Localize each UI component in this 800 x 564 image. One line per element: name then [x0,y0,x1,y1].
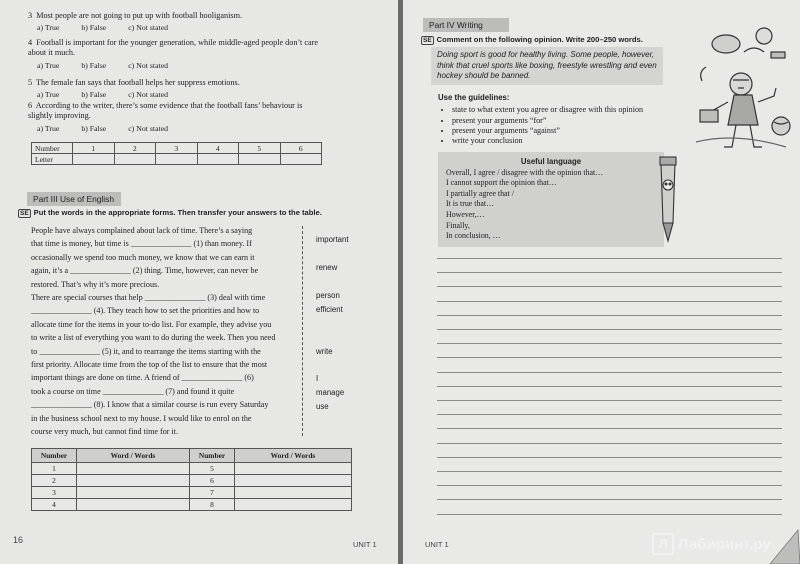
text-line: There are special courses that help _______________ (3) deal with time [31,293,266,303]
words-table-cell: 4 [32,499,77,511]
useful-phrase: I partially agree that / [446,188,514,198]
answer-table-cell [73,154,115,165]
words-table-cell: 3 [32,487,77,499]
answer-table-cell: 5 [239,143,281,154]
writing-line [437,272,782,273]
guideline-item: • present your arguments “against” [452,126,698,136]
word-renew: renew [316,263,338,272]
guidelines-title: Use the guidelines: [438,93,510,102]
question-4-options: a) True b) False c) Not stated [37,61,169,70]
question-5-options: a) True b) False c) Not stated [37,90,169,99]
question-4: 4 Football is important for the younger generation, while middle-aged people don’t care about it much. [28,38,318,57]
word-person: person [316,291,340,300]
words-table-header: Number [32,449,77,463]
left-page [0,0,398,564]
text-line: again, it’s a _______________ (2) thing. Time, however, can never be [31,266,259,276]
text-line: to _______________ (5) it, and to rearrange the items starting with the [31,346,261,356]
words-table-cell: 6 [190,475,235,487]
words-table-cell: 5 [190,463,235,475]
guidelines [438,93,698,146]
words-table-cell: 1 [32,463,77,475]
page-corner-decoration [768,520,800,564]
part-3-instruction: SE Put the words in the appropriate forms. Then transfer your answers to the table. [20,208,322,217]
useful-language-box [438,152,664,247]
gap-fill-text [31,224,309,439]
se-badge: SE [423,36,432,44]
answer-table-cell [114,154,156,165]
word-manage: manage [316,388,345,397]
part-4-header: Part IV Writing [423,18,509,32]
words-table-cell [77,463,190,475]
answer-table-cell [280,154,322,165]
writing-line [437,499,782,500]
sports-cartoon-illustration [686,22,796,162]
opinion-box: Doing sport is good for healthy living. Some people, however, think that cruel sports like boxing, freestyle wrestling and even hockey should be banned. [431,47,663,85]
word-use: use [316,402,329,411]
watermark-icon: Л [652,533,674,555]
text-line: _______________ (4). They teach how to set the priorities and how to [31,306,260,316]
useful-phrase: I cannot support the opinion that… [446,178,557,188]
text-line: to write a list of everything you want to do during the week. Then you need [31,333,276,343]
answer-table-cell: 1 [73,143,115,154]
right-page [403,0,800,564]
text-line: restored. That’s why it’s more precious. [31,279,160,289]
part-4-instruction: SE Comment on the following opinion. Write 200–250 words. [423,35,643,44]
writing-line [437,315,782,316]
answer-table [31,142,322,165]
words-table-cell: 2 [32,475,77,487]
writing-line [437,414,782,415]
watermark-text: Лабиринт.ру [678,535,771,553]
text-line: allocate time for the items in your to-do list. For example, they advise you [31,319,272,329]
writing-line [437,372,782,373]
word-write: write [316,347,333,356]
answer-table-letter-header: Letter [32,154,73,165]
writing-line [437,258,782,259]
unit-label-right: UNIT 1 [425,540,449,549]
answer-table-cell: 6 [280,143,322,154]
answer-table-number-header: Number [32,143,73,154]
words-table-cell [235,463,352,475]
answer-table-cell [156,154,198,165]
words-table-header: Number [190,449,235,463]
writing-line [437,457,782,458]
words-table-cell: 8 [190,499,235,511]
words-answer-table [31,448,352,511]
watermark-logo [652,533,771,555]
word-efficient: efficient [316,305,343,314]
word-i: I [316,374,319,383]
question-6: 6 According to the writer, there’s some evidence that the football fans’ behaviour is slightly improving. [28,101,303,120]
writing-line [437,485,782,486]
writing-line [437,443,782,444]
guideline-item: • present your arguments “for” [452,116,698,126]
useful-phrase: In conclusion, … [446,231,501,241]
words-table-cell: 7 [190,487,235,499]
answer-table-cell: 3 [156,143,198,154]
words-table-header: Word / Words [77,449,190,463]
question-6-options: a) True b) False c) Not stated [37,124,169,133]
useful-phrase: Finally, [446,220,470,230]
pen-illustration [651,155,685,247]
question-3: 3 Most people are not going to put up with football hooliganism. [28,11,242,20]
question-5: 5 The female fan says that football helps her suppress emotions. [28,78,240,87]
writing-line [437,400,782,401]
answer-table-cell [197,154,239,165]
se-badge: SE [20,209,29,217]
useful-phrase: However,… [446,209,485,219]
question-3-options: a) True b) False c) Not stated [37,23,169,32]
writing-line [437,329,782,330]
words-table-cell [77,499,190,511]
text-line: that time is money, but time is _______________ (1) than money. If [31,239,252,249]
words-table-cell [77,487,190,499]
page-number: 16 [13,535,24,545]
text-line: People have always complained about lack of time. There’s a saying [31,226,253,235]
useful-phrase: Overall, I agree / disagree with the opinion that… [446,167,604,177]
writing-line [437,357,782,358]
writing-line [437,286,782,287]
text-line: in the business school next to my house. I would like to enrol on the [31,413,252,423]
useful-phrase: It is true that… [446,199,494,209]
answer-table-cell [239,154,281,165]
text-line: important things are done on time. A friend of _______________ (6) [31,373,254,383]
words-table-header: Word / Words [235,449,352,463]
word-important: important [316,235,349,244]
words-table-cell [235,499,352,511]
text-line: took a course on time _______________ (7) and found it quite [31,386,235,396]
writing-line [437,386,782,387]
text-line: occasionally we spend too much money, we know that we can earn it [31,252,255,262]
text-line: course very much, but cannot find time for it. [31,427,178,437]
useful-language-title: Useful language [520,157,582,166]
words-table-cell [235,475,352,487]
words-table-cell [235,487,352,499]
guideline-item: • write your conclusion [452,136,698,146]
text-line: first priority. Allocate time from the top of the list to ensure that the most [31,360,268,370]
words-table-cell [77,475,190,487]
part-3-header: Part III Use of English [27,192,121,206]
writing-line [437,471,782,472]
answer-table-cell: 2 [114,143,156,154]
guideline-item: • state to what extent you agree or disagree with this opinion [452,105,698,115]
unit-label-left: UNIT 1 [353,540,377,549]
writing-line [437,343,782,344]
writing-line [437,428,782,429]
answer-table-cell: 4 [197,143,239,154]
writing-line [437,514,782,515]
text-line: _______________ (8). I know that a similar course is run every Saturday [31,400,269,410]
word-column-divider [302,226,303,436]
writing-line [437,301,782,302]
